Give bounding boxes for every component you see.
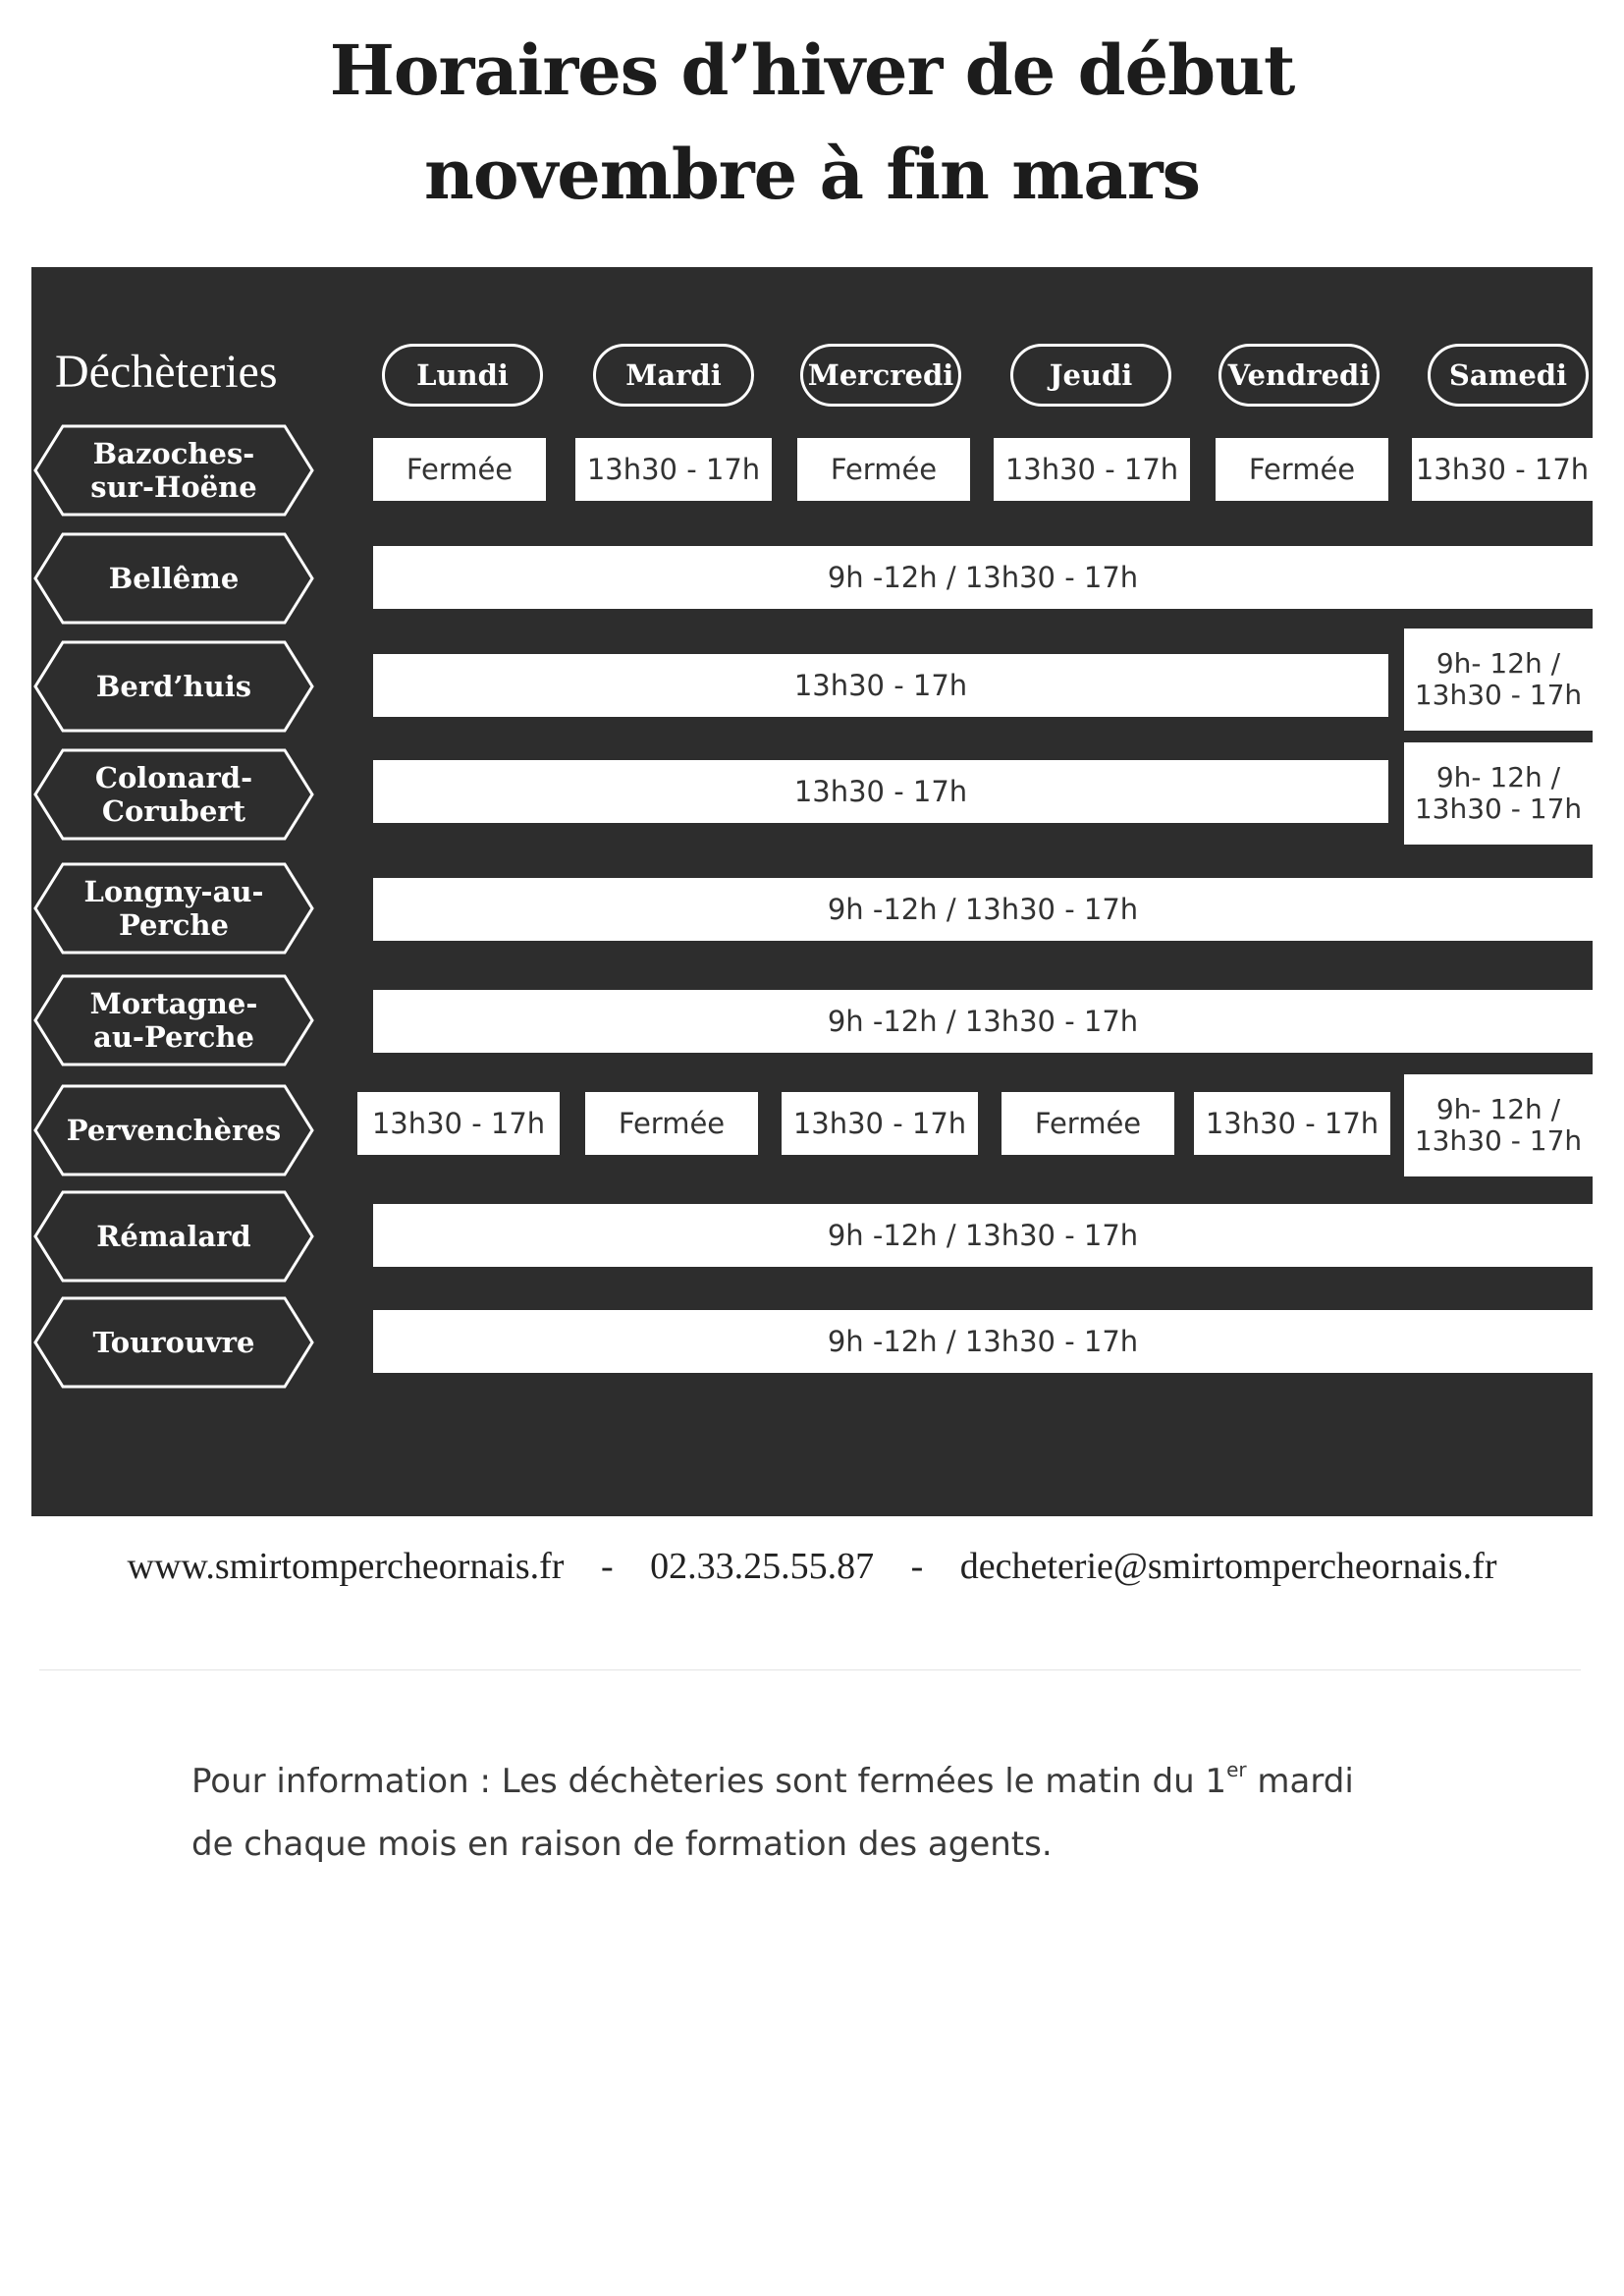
info-text-part1: Pour information : Les déchèteries sont fermées le matin du 1 (191, 1762, 1227, 1801)
hours-cell-belleme-all-week: 9h -12h / 13h30 - 17h (373, 546, 1593, 609)
hours-cell-berdhuis-samedi: 9h- 12h / 13h30 - 17h (1404, 629, 1593, 731)
site-label-remalard (31, 1188, 316, 1285)
site-name-line: Rémalard (96, 1220, 251, 1253)
email-link[interactable]: decheterie@smirtompercheornais.fr (959, 1546, 1497, 1587)
hours-cell-bazoches-samedi: 13h30 - 17h (1412, 438, 1593, 501)
hours-cell-remalard-all-week: 9h -12h / 13h30 - 17h (373, 1204, 1593, 1267)
site-name-line: Bellême (108, 562, 240, 595)
info-text-line2: de chaque mois en raison de formation des agents. (191, 1825, 1053, 1864)
site-name-line: Corubert (101, 794, 246, 828)
information-note (191, 1750, 1488, 1876)
site-name-line: Berd’huis (95, 670, 252, 703)
hours-cell-pervencheres-mardi: Fermée (585, 1092, 758, 1155)
site-label-belleme (31, 530, 316, 627)
hours-cell-pervencheres-lundi: 13h30 - 17h (357, 1092, 560, 1155)
site-label-pervencheres (31, 1082, 316, 1178)
hours-cell-bazoches-mercredi: Fermée (797, 438, 970, 501)
info-text-part2: mardi (1246, 1762, 1354, 1801)
separator: - (910, 1546, 924, 1587)
hours-cell-bazoches-vendredi: Fermée (1216, 438, 1388, 501)
hours-cell-bazoches-lundi: Fermée (373, 438, 546, 501)
website-link[interactable]: www.smirtompercheornais.fr (127, 1546, 565, 1587)
page-title-line-2: novembre à fin mars (424, 134, 1200, 215)
site-name-line: Mortagne- (89, 987, 258, 1020)
site-label-mortagne (31, 972, 316, 1068)
hours-cell-mortagne-all-week: 9h -12h / 13h30 - 17h (373, 990, 1593, 1053)
hours-cell-pervencheres-vendredi: 13h30 - 17h (1194, 1092, 1390, 1155)
site-label-longny (31, 860, 316, 957)
hours-cell-bazoches-jeudi: 13h30 - 17h (994, 438, 1190, 501)
hours-cell-berdhuis-weekdays: 13h30 - 17h (373, 654, 1388, 717)
hours-cell-pervencheres-mercredi: 13h30 - 17h (782, 1092, 978, 1155)
site-name-line: Colonard- (94, 761, 253, 794)
hours-cell-colonard-weekdays: 13h30 - 17h (373, 760, 1388, 823)
site-name-line: Perche (119, 908, 229, 942)
hours-cell-longny-all-week: 9h -12h / 13h30 - 17h (373, 878, 1593, 941)
site-label-tourouvre (31, 1294, 316, 1391)
hours-cell-colonard-samedi: 9h- 12h / 13h30 - 17h (1404, 742, 1593, 845)
site-name-line: au-Perche (93, 1020, 254, 1054)
site-name-line: sur-Hoëne (90, 470, 257, 504)
divider (39, 1669, 1581, 1670)
contact-line (0, 1537, 1624, 1596)
day-header-jeudi: Jeudi (1010, 344, 1171, 407)
separator: - (600, 1546, 614, 1587)
site-name-line: Tourouvre (92, 1326, 255, 1359)
day-header-samedi: Samedi (1428, 344, 1589, 407)
day-header-mardi: Mardi (593, 344, 754, 407)
hours-cell-tourouvre-all-week: 9h -12h / 13h30 - 17h (373, 1310, 1593, 1373)
hours-cell-bazoches-mardi: 13h30 - 17h (575, 438, 772, 501)
site-name-line: Bazoches- (92, 437, 255, 470)
site-label-berdhuis (31, 638, 316, 735)
hours-cell-pervencheres-samedi: 9h- 12h / 13h30 - 17h (1404, 1074, 1593, 1176)
day-header-lundi: Lundi (382, 344, 543, 407)
page-title-line-1: Horaires d’hiver de début (329, 29, 1295, 111)
hours-cell-pervencheres-jeudi: Fermée (1001, 1092, 1174, 1155)
site-label-colonard (31, 746, 316, 843)
sites-column-header: Déchèteries (55, 346, 278, 398)
day-header-vendredi: Vendredi (1218, 344, 1380, 407)
site-label-bazoches (31, 422, 316, 519)
phone-number: 02.33.25.55.87 (650, 1546, 875, 1587)
ordinal-suffix: er (1226, 1758, 1247, 1781)
day-header-mercredi: Mercredi (800, 344, 961, 407)
site-name-line: Pervenchères (66, 1114, 282, 1147)
site-name-line: Longny-au- (83, 875, 264, 908)
